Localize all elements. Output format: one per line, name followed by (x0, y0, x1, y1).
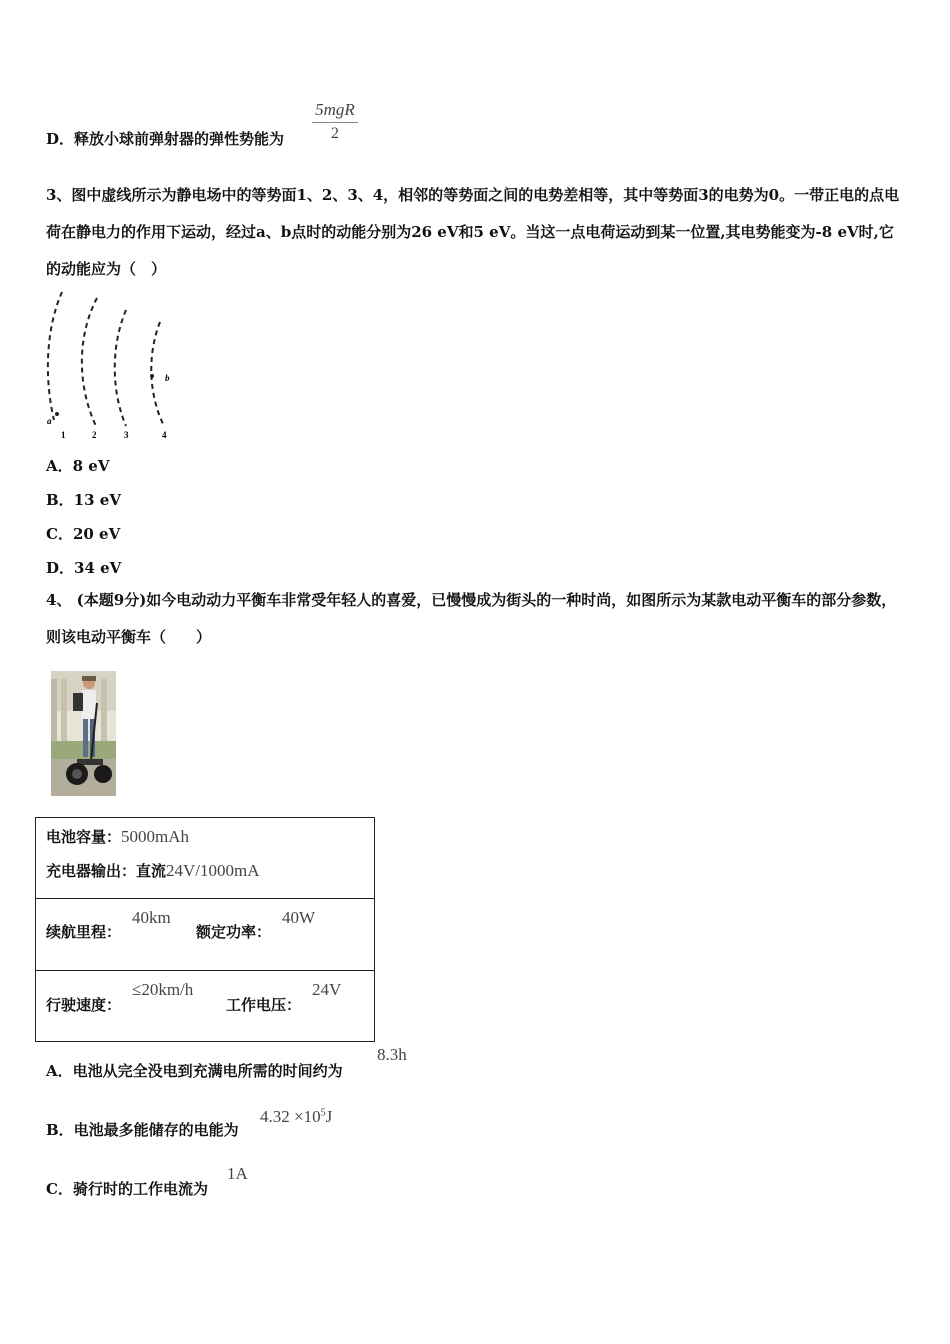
q3-stem-text: 3、图中虚线所示为静电场中的等势面1、2、3、4，相邻的等势面之间的电势差相等，其中等势面3的电势为0。一带正电的点电荷在静电力的作用下运动，经过a、b点时的动能分别为26 eV和5 eV。当这一点电荷运动到某一位置,其电势能变为-8 eV时,它的动能应为（ ） (46, 186, 900, 278)
range-value: 40km (132, 908, 171, 927)
q3-option-a: A．8 eV (46, 457, 110, 475)
curve-label-2: 2 (92, 430, 97, 440)
q4-option-b (46, 1119, 239, 1140)
fraction-bar (312, 122, 358, 123)
q4-stem-text: 4、 (本题9分)如今电动动力平衡车非常受年轻人的喜爱，已慢慢成为街头的一种时尚，如图所示为某款电动平衡车的部分参数，则该电动平衡车（ ） (46, 591, 897, 646)
q4-option-a-value: 8.3h (377, 1045, 407, 1064)
curve-label-3: 3 (124, 430, 129, 440)
power-label: 额定功率： (196, 923, 272, 941)
curve-label-4: 4 (162, 430, 167, 440)
speed-label: 行驶速度： (46, 996, 122, 1014)
q2-option-d-text: D．释放小球前弹射器的弹性势能为 (46, 130, 285, 148)
q4-option-b-value (260, 1107, 332, 1127)
range-label: 续航里程： (46, 923, 122, 941)
equipotential-curve-3 (115, 310, 126, 426)
q4-option-c-text: C．骑行时的工作电流为 (46, 1180, 208, 1198)
label-a: a (47, 416, 52, 426)
parameter-table (35, 817, 375, 1042)
point-a (55, 412, 59, 416)
q4-option-b-mantissa: 4.32 ×10 (260, 1107, 321, 1126)
q4-option-b-unit: J (325, 1107, 333, 1126)
table-divider-1 (36, 898, 374, 899)
q4-option-b-text: B．电池最多能储存的电能为 (46, 1121, 239, 1139)
q3-option-d: D．34 eV (46, 559, 122, 577)
equipotential-curve-4 (151, 322, 164, 426)
q4-option-c (46, 1178, 208, 1199)
fraction-denominator: 2 (331, 125, 339, 142)
charger-row (46, 860, 260, 881)
equipotential-figure (40, 288, 190, 447)
q3-option-b: B．13 eV (46, 491, 121, 509)
voltage-label: 工作电压： (226, 996, 302, 1014)
q2-option-d (46, 128, 284, 149)
capacity-row (46, 826, 189, 847)
q4-stem (46, 582, 908, 656)
label-b: b (165, 373, 170, 383)
fraction-numerator: 5mgR (315, 100, 355, 119)
q4-option-a-text: A．电池从完全没电到充满电所需的时间约为 (46, 1062, 343, 1080)
fraction (310, 100, 360, 143)
q4-option-b-exponent: 5 (320, 1107, 326, 1119)
point-b (150, 374, 154, 378)
power-value: 40W (282, 908, 316, 927)
balance-scooter-photo (51, 671, 116, 796)
q3-option-c: C．20 eV (46, 525, 121, 543)
q3-stem (46, 177, 908, 288)
capacity-value: 5000mAh (121, 827, 190, 846)
charger-value: 24V/1000mA (166, 861, 260, 880)
charger-label: 充电器输出：直流 (46, 862, 167, 880)
equipotential-curve-1 (48, 292, 62, 420)
curve-label-1: 1 (61, 430, 66, 440)
capacity-label: 电池容量： (46, 828, 122, 846)
table-divider-2 (36, 970, 374, 971)
voltage-value: 24V (312, 980, 342, 999)
equipotential-curve-2 (82, 298, 97, 426)
speed-value: ≤20km/h (132, 980, 194, 999)
q4-option-c-value: 1A (227, 1164, 248, 1183)
q4-option-a (46, 1060, 343, 1081)
equipotential-svg (40, 288, 190, 443)
